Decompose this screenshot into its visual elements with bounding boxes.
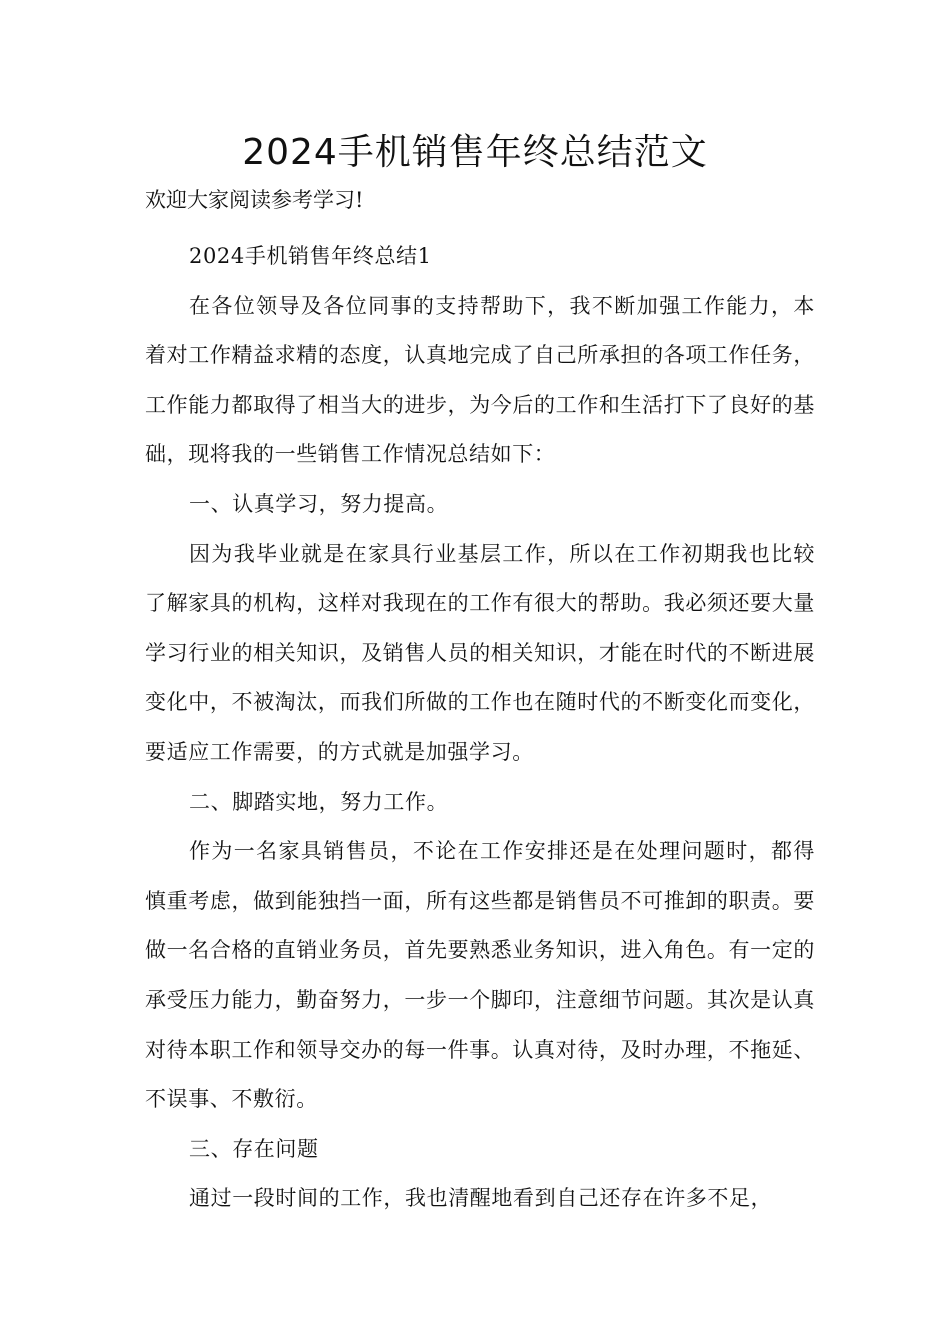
body-paragraph: 因为我毕业就是在家具行业基层工作，所以在工作初期我也比较了解家具的机构，这样对我现在的工作有很大的帮助。我必须还要大量学习行业的相关知识，及销售人员的相关知识，才能在时代的不断进展变化中，不被淘汰，而我们所做的工作也在随时代的不断变化而变化，要适应工作需要，的方式就是加强学习。	[145, 541, 815, 764]
section-heading: 一、认真学习，努力提高。	[189, 491, 449, 516]
body-paragraph: 在各位领导及各位同事的支持帮助下，我不断加强工作能力，本着对工作精益求精的态度，认真地完成了自己所承担的各项工作任务，工作能力都取得了相当大的进步，为今后的工作和生活打下了良好的基础，现将我的一些销售工作情况总结如下：	[145, 293, 815, 467]
body-paragraph: 作为一名家具销售员，不论在工作安排还是在处理问题时，都得慎重考虑，做到能独挡一面，所有这些都是销售员不可推卸的职责。要做一名合格的直销业务员，首先要熟悉业务知识，进入角色。有一定的承受压力能力，勤奋努力，一步一个脚印，注意细节问题。其次是认真对待本职工作和领导交办的每一件事。认真对待，及时办理，不拖延、不误事、不敷衍。	[145, 839, 815, 1112]
body-paragraph: 通过一段时间的工作，我也清醒地看到自己还存在许多不足，	[189, 1186, 773, 1211]
intro-line: 欢迎大家阅读参考学习!	[145, 188, 364, 212]
section-heading: 三、存在问题	[189, 1136, 319, 1161]
section-heading: 二、脚踏实地，努力工作。	[189, 789, 449, 814]
document-body	[145, 232, 815, 1224]
section-heading: 2024手机销售年终总结1	[189, 244, 432, 268]
document-title: 2024手机销售年终总结范文	[242, 132, 708, 173]
